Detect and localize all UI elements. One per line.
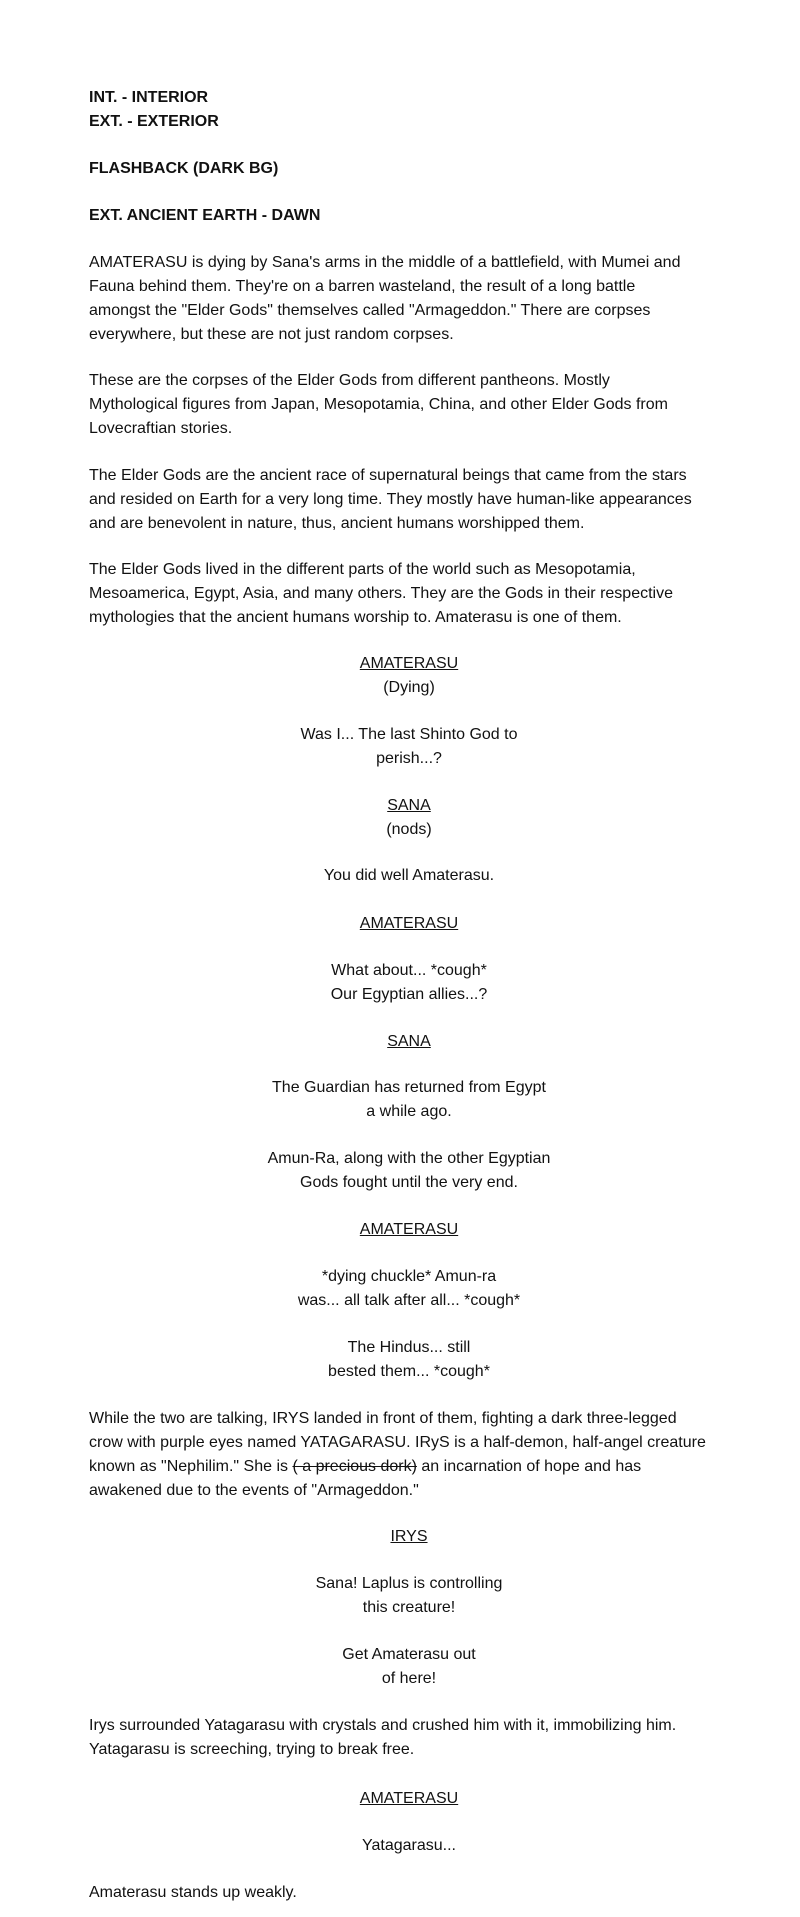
dialogue-block <box>89 652 729 700</box>
dialogue-line: The Guardian has returned from Egypt a while ago. <box>272 1079 546 1120</box>
action-paragraph: These are the corpses of the Elder Gods from different pantheons. Mostly Mythological figures from Japan, Mesopotamia, China, and other Elder Gods from Lovecraftian stories. <box>89 372 668 437</box>
character-name: AMATERASU <box>359 655 459 672</box>
character-name: AMATERASU <box>359 1221 459 1238</box>
dialogue-line: Yatagarasu... <box>362 1837 456 1854</box>
dialogue-line: *dying chuckle* Amun-ra was... all talk after all... *cough* <box>297 1268 521 1309</box>
dialogue-line: Amun-Ra, along with the other Egyptian Gods fought until the very end. <box>267 1150 551 1191</box>
character-name: AMATERASU <box>359 1790 459 1807</box>
header-ext: EXT. - EXTERIOR <box>89 113 219 130</box>
parenthetical: (Dying) <box>383 679 435 696</box>
action-paragraph: The Elder Gods lived in the different parts of the world such as Mesopotamia, Mesoamerica, Egypt, Asia, and many others. They are the Gods in their respective mythologies that the ancient humans worship to. Amaterasu is one of them. <box>89 561 673 626</box>
dialogue-line: The Hindus... still bested them... *cough* <box>328 1339 490 1380</box>
character-name: SANA <box>387 797 431 814</box>
action-line: Amaterasu stands up weakly. <box>89 1884 297 1901</box>
action-paragraph: Irys surrounded Yatagarasu with crystals and crushed him with it, immobilizing him. Yatagarasu is screeching, trying to break free. <box>89 1717 677 1758</box>
header-int: INT. - INTERIOR <box>89 89 209 106</box>
dialogue-line: Get Amaterasu out of here! <box>342 1646 476 1687</box>
character-name: SANA <box>387 1033 431 1050</box>
dialogue-block <box>89 1787 729 1811</box>
dialogue-block <box>89 1030 729 1054</box>
action-paragraph: While the two are talking, IRYS landed in front of them, fighting a dark three-legged crow with purple eyes named YATAGARASU. IRyS is a half-demon, half-angel creature known as "Nephilim." She is ( a precious dork) an incarnation of hope and has awakened due to the events of "Armageddon." <box>89 1410 706 1499</box>
dialogue-line: What about... *cough* Our Egyptian allies...? <box>330 962 488 1003</box>
struck-text: ( a precious dork) <box>292 1458 417 1475</box>
dialogue-line: Sana! Laplus is controlling this creature! <box>315 1575 503 1616</box>
scene-heading: EXT. ANCIENT EARTH - DAWN <box>89 207 321 224</box>
character-name: IRYS <box>390 1528 428 1545</box>
parenthetical: (nods) <box>386 821 432 838</box>
dialogue-block <box>89 794 729 842</box>
dialogue-block <box>89 1218 729 1242</box>
action-paragraph: AMATERASU is dying by Sana's arms in the middle of a battlefield, with Mumei and Fauna behind them. They're on a barren wasteland, the result of a long battle amongst the "Elder Gods" themselves called "Armageddon." There are corpses everywhere, but these are not just random corpses. <box>89 254 681 343</box>
dialogue-line: Was I... The last Shinto God to perish...? <box>300 726 518 767</box>
dialogue-line: You did well Amaterasu. <box>323 867 495 884</box>
header-flashback: FLASHBACK (DARK BG) <box>89 160 279 177</box>
character-name: AMATERASU <box>359 915 459 932</box>
action-paragraph: The Elder Gods are the ancient race of supernatural beings that came from the stars and resided on Earth for a very long time. They mostly have human-like appearances and are benevolent in nature, thus, ancient humans worshipped them. <box>89 467 692 532</box>
dialogue-block <box>89 912 729 936</box>
dialogue-block <box>89 1525 729 1549</box>
